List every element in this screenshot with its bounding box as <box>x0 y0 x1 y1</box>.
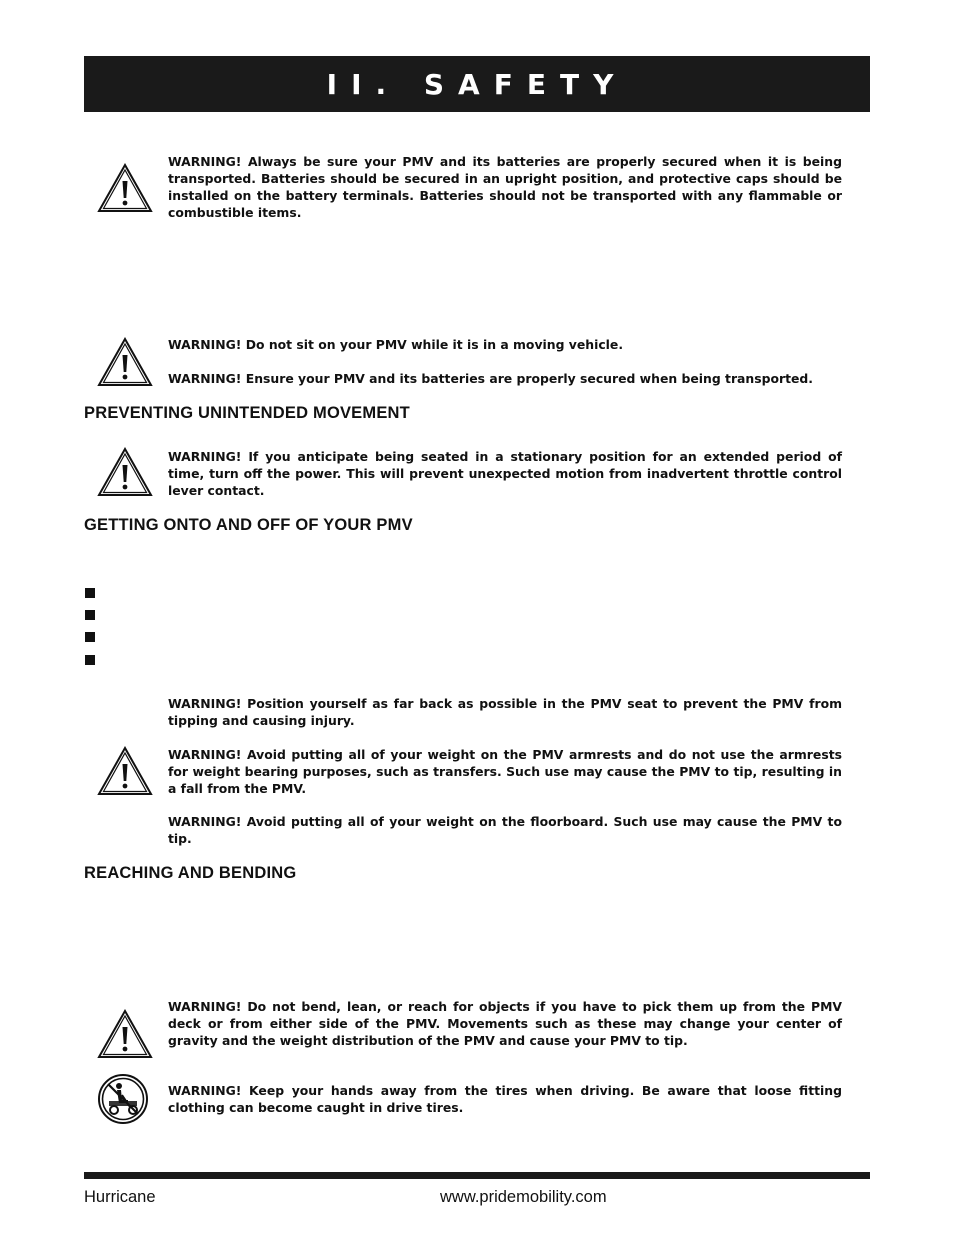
section-heading-reaching-bending: REACHING AND BENDING <box>84 864 297 882</box>
warning-position-back: WARNING! Position yourself as far back as possible in the PMV seat to prevent the PMV from tipping and causing injury. <box>168 696 842 728</box>
warning-triangle-icon <box>97 163 153 213</box>
warning-triangle-icon <box>97 337 153 387</box>
footer-rule <box>84 1172 870 1179</box>
warning-transport-secured: WARNING! Always be sure your PMV and its batteries are properly secured when it is being transported. Batteries should be secured in an upright position, and protective caps should be installed on the battery terminals. Batteries should not be transported with any flammable or combustible items. <box>168 154 842 220</box>
footer-website: www.pridemobility.com <box>440 1188 607 1206</box>
warning-triangle-icon <box>97 447 153 497</box>
hands-near-tires-prohibited-icon <box>97 1073 149 1125</box>
bullet-marker <box>85 655 95 665</box>
bullet-marker <box>85 588 95 598</box>
section-heading-unintended-movement: PREVENTING UNINTENDED MOVEMENT <box>84 404 410 422</box>
bullet-marker <box>85 610 95 620</box>
warning-reaching: WARNING! Do not bend, lean, or reach for objects if you have to pick them up from the PMV deck or from either side of the PMV. Movements such as these may change your center of gravity and the weight distribution of the PMV and cause your PMV to tip. <box>168 999 842 1048</box>
warning-ensure-secured: WARNING! Ensure your PMV and its batteries are properly secured when being transported. <box>168 371 814 386</box>
page-title-banner <box>84 56 870 112</box>
page-title: II. SAFETY <box>326 67 628 101</box>
warning-triangle-icon <box>97 746 153 796</box>
warning-armrests: WARNING! Avoid putting all of your weight on the PMV armrests and do not use the armrests for weight bearing purposes, such as transfers. Such use may cause the PMV to tip, resulting in a fall from the PMV. <box>168 747 842 796</box>
warning-hands-tires: WARNING! Keep your hands away from the tires when driving. Be aware that loose fitting clothing can become caught in drive tires. <box>168 1083 842 1115</box>
warning-no-sit-moving: WARNING! Do not sit on your PMV while it is in a moving vehicle. <box>168 337 624 352</box>
section-heading-getting-on-off: GETTING ONTO AND OFF OF YOUR PMV <box>84 516 413 534</box>
warning-stationary-power: WARNING! If you anticipate being seated in a stationary position for an extended period of time, turn off the power. This will prevent unexpected motion from inadvertent throttle control lever contact. <box>168 449 842 498</box>
bullet-marker <box>85 632 95 642</box>
footer-model-name: Hurricane <box>84 1188 156 1206</box>
warning-floorboard: WARNING! Avoid putting all of your weight on the floorboard. Such use may cause the PMV to tip. <box>168 814 842 846</box>
warning-triangle-icon <box>97 1009 153 1059</box>
